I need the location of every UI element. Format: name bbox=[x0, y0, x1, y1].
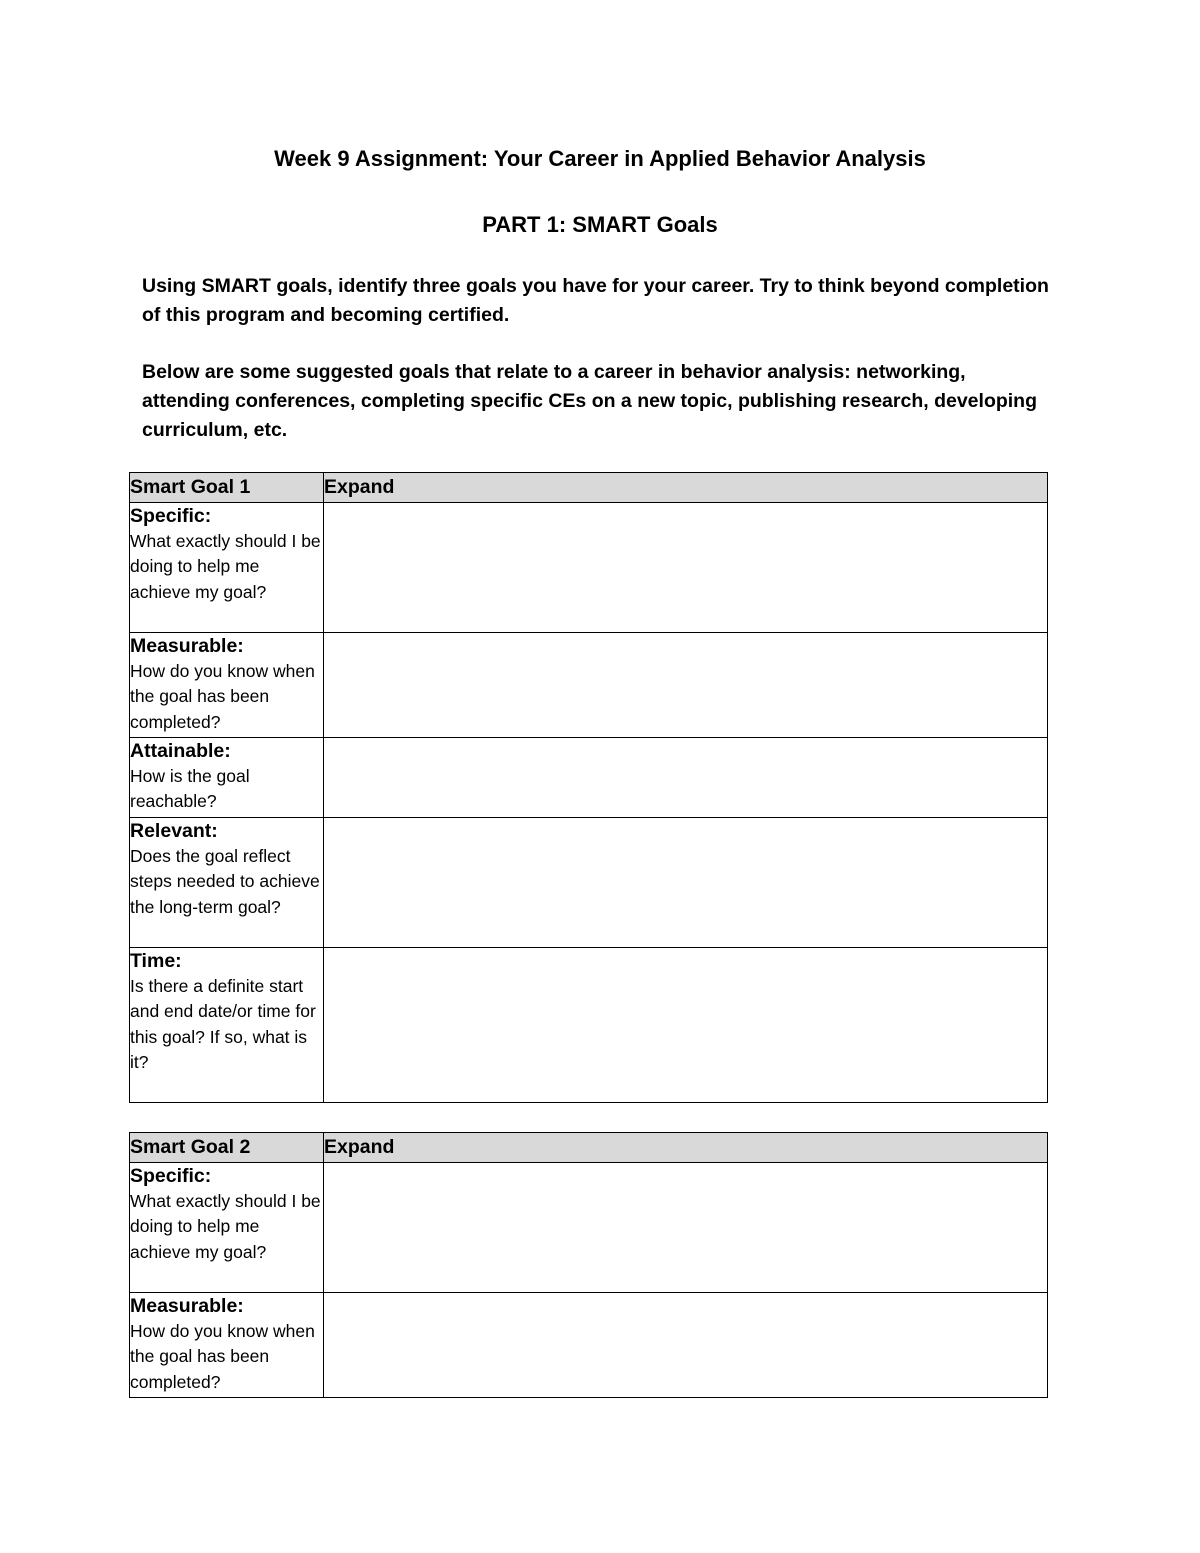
criterion-description: How is the goal reachable? bbox=[130, 766, 250, 812]
criterion-label: Specific: bbox=[130, 1165, 212, 1187]
document-title: Week 9 Assignment: Your Career in Applied Behavior Analysis bbox=[274, 146, 926, 171]
criterion-description: How do you know when the goal has been completed? bbox=[130, 661, 315, 732]
specific-response-field[interactable] bbox=[324, 503, 1048, 633]
suggestions-paragraph: Below are some suggested goals that relate to a career in behavior analysis: networking, attending conferences, completing specific CEs on a new topic, publishing research, developing curriculum, etc. bbox=[142, 361, 1038, 441]
criterion-description: Is there a definite start and end date/or time for this goal? If so, what is it? bbox=[130, 976, 316, 1072]
goal-header: Smart Goal 1 bbox=[130, 473, 324, 503]
relevant-response-field[interactable] bbox=[324, 818, 1048, 948]
table-row-relevant bbox=[130, 818, 1048, 948]
table-row-specific bbox=[130, 503, 1048, 633]
table-header-row bbox=[130, 1133, 1048, 1163]
criterion-cell bbox=[130, 948, 324, 1103]
attainable-response-field[interactable] bbox=[324, 738, 1048, 818]
time-response-field[interactable] bbox=[324, 948, 1048, 1103]
criterion-cell bbox=[130, 738, 324, 818]
expand-header: Expand bbox=[324, 473, 1048, 503]
smart-goal-2-table bbox=[129, 1132, 1048, 1398]
intro-paragraph: Using SMART goals, identify three goals you have for your career. Try to think beyond completion of this program and becoming certified. bbox=[142, 275, 1049, 326]
criterion-cell bbox=[130, 1163, 324, 1293]
criterion-description: What exactly should I be doing to help me achieve my goal? bbox=[130, 1191, 321, 1262]
measurable-response-field[interactable] bbox=[324, 1293, 1048, 1398]
measurable-response-field[interactable] bbox=[324, 633, 1048, 738]
criterion-description: How do you know when the goal has been completed? bbox=[130, 1321, 315, 1392]
criterion-cell bbox=[130, 1293, 324, 1398]
criterion-cell bbox=[130, 633, 324, 738]
criterion-label: Time: bbox=[130, 950, 182, 972]
criterion-label: Measurable: bbox=[130, 635, 244, 657]
criterion-cell bbox=[130, 818, 324, 948]
table-header-row bbox=[130, 473, 1048, 503]
criterion-label: Attainable: bbox=[130, 740, 231, 762]
table-row-attainable bbox=[130, 738, 1048, 818]
criterion-description: Does the goal reflect steps needed to achieve the long-term goal? bbox=[130, 846, 320, 917]
expand-header: Expand bbox=[324, 1133, 1048, 1163]
table-row-measurable bbox=[130, 633, 1048, 738]
criterion-label: Specific: bbox=[130, 505, 212, 527]
criterion-description: What exactly should I be doing to help me achieve my goal? bbox=[130, 531, 321, 602]
table-row-measurable bbox=[130, 1293, 1048, 1398]
specific-response-field[interactable] bbox=[324, 1163, 1048, 1293]
criterion-label: Measurable: bbox=[130, 1295, 244, 1317]
table-row-time bbox=[130, 948, 1048, 1103]
criterion-label: Relevant: bbox=[130, 820, 218, 842]
criterion-cell bbox=[130, 503, 324, 633]
smart-goal-1-table bbox=[129, 472, 1048, 1103]
goal-header: Smart Goal 2 bbox=[130, 1133, 324, 1163]
table-row-specific bbox=[130, 1163, 1048, 1293]
section-heading: PART 1: SMART Goals bbox=[482, 212, 718, 237]
